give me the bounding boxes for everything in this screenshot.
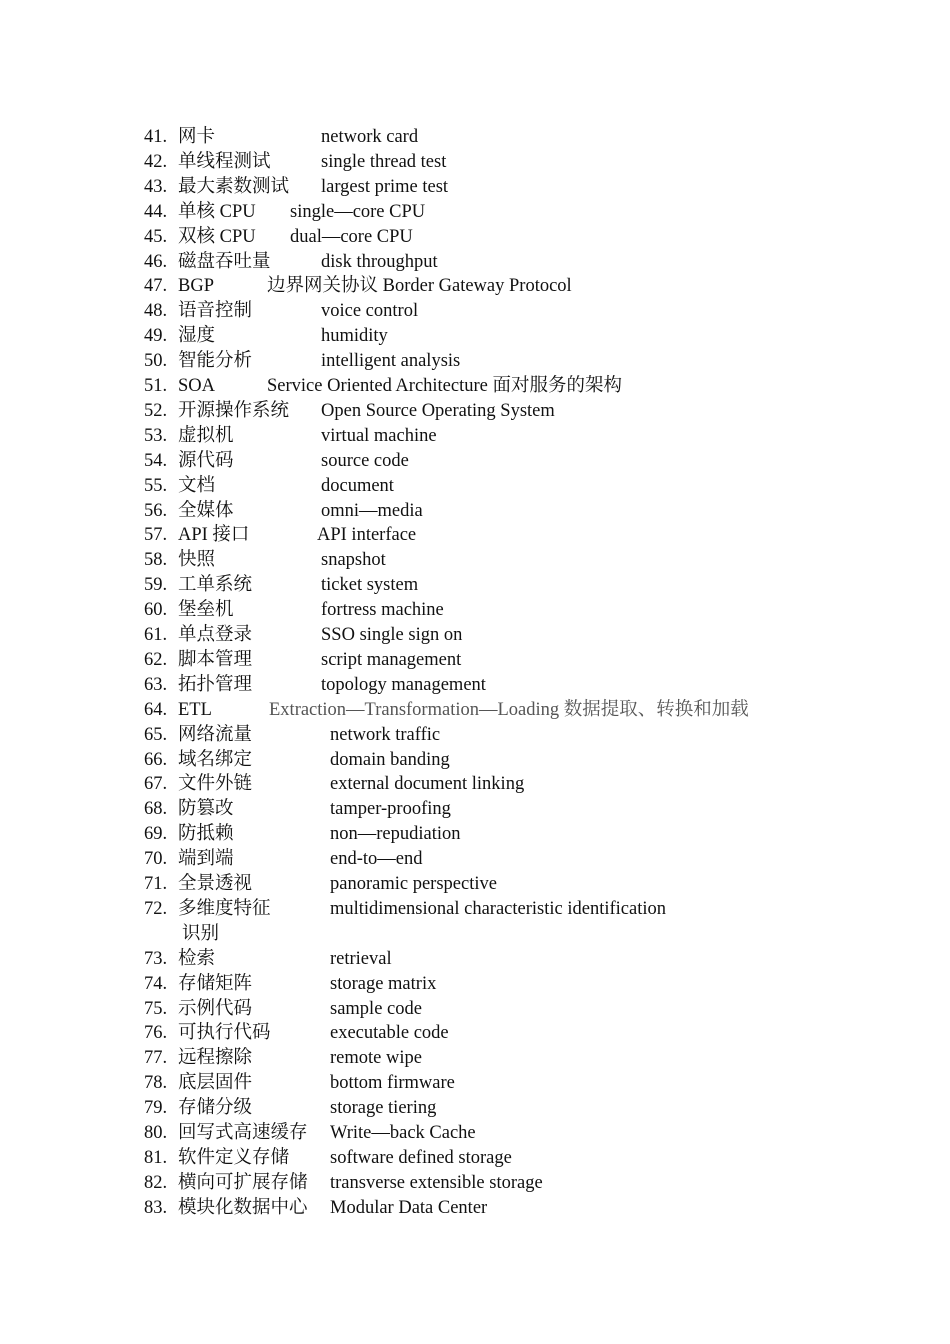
glossary-entry — [0, 424, 950, 448]
entry-number: 67. — [144, 774, 168, 795]
entry-term: 单线程测试 — [178, 151, 271, 172]
glossary-entry — [0, 1096, 950, 1120]
entry-number: 62. — [144, 649, 168, 670]
entry-definition: Open Source Operating System — [321, 400, 555, 421]
entry-definition: bottom firmware — [330, 1073, 455, 1094]
entry-number: 60. — [144, 600, 168, 621]
glossary-entry — [0, 797, 950, 821]
entry-number: 59. — [144, 575, 168, 596]
entry-number: 77. — [144, 1048, 168, 1069]
entry-definition: transverse extensible storage — [330, 1172, 543, 1193]
entry-term: 拓扑管理 — [178, 674, 253, 695]
glossary-entry — [0, 1071, 950, 1095]
entry-definition: tamper-proofing — [330, 799, 451, 820]
entry-number: 76. — [144, 1023, 168, 1044]
glossary-entry — [0, 997, 950, 1021]
entry-term: 智能分析 — [178, 351, 253, 372]
entry-term: 防篡改 — [178, 799, 234, 820]
entry-term: 源代码 — [178, 450, 234, 471]
entry-number: 56. — [144, 500, 168, 521]
entry-definition: multidimensional characteristic identification — [330, 898, 666, 919]
entry-definition: humidity — [321, 326, 388, 347]
entry-number: 57. — [144, 525, 168, 546]
entry-number: 72. — [144, 898, 168, 919]
entry-term: 远程擦除 — [178, 1048, 253, 1069]
glossary-entry — [0, 698, 950, 722]
entry-term: API 接口 — [178, 525, 250, 546]
glossary-entry — [0, 972, 950, 996]
entry-term: SOA — [178, 376, 216, 396]
glossary-entry — [0, 1171, 950, 1195]
entry-definition: domain banding — [330, 749, 450, 770]
entry-definition: topology management — [321, 674, 486, 695]
entry-definition: source code — [321, 450, 409, 471]
entry-term: 存储分级 — [178, 1098, 253, 1119]
entry-term: 单核 CPU — [178, 201, 256, 222]
entry-term: 湿度 — [178, 326, 216, 347]
glossary-entry — [0, 125, 950, 149]
entry-number: 41. — [144, 127, 168, 147]
entry-number: 42. — [144, 151, 168, 172]
entry-term: ETL — [178, 699, 212, 720]
entry-number: 74. — [144, 973, 168, 994]
entry-number: 49. — [144, 326, 168, 347]
entry-number: 66. — [144, 749, 168, 770]
entry-number: 79. — [144, 1098, 168, 1119]
entry-definition: dual—core CPU — [290, 226, 413, 247]
entry-number: 83. — [144, 1197, 168, 1218]
glossary-entry — [0, 449, 950, 473]
entry-number: 51. — [144, 376, 168, 396]
entry-term: 磁盘吞吐量 — [178, 251, 271, 272]
entry-number: 52. — [144, 400, 168, 421]
entry-term: 全景透视 — [178, 874, 253, 894]
entry-term: 防抵赖 — [178, 824, 234, 845]
glossary-entry — [0, 1046, 950, 1070]
entry-term: 双核 CPU — [178, 226, 256, 247]
entry-definition: storage matrix — [330, 973, 437, 994]
entry-term: 文件外链 — [178, 774, 253, 795]
entry-number: 73. — [144, 948, 168, 969]
glossary-entry — [0, 847, 950, 871]
entry-definition: snapshot — [321, 550, 386, 571]
glossary-entry — [0, 598, 950, 622]
entry-number: 58. — [144, 550, 168, 571]
entry-definition: storage tiering — [330, 1098, 437, 1119]
entry-number: 43. — [144, 176, 168, 197]
entry-definition: SSO single sign on — [321, 625, 463, 645]
glossary-entry — [0, 274, 950, 298]
entry-term: 可执行代码 — [178, 1023, 271, 1044]
entry-definition: Modular Data Center — [330, 1197, 488, 1218]
entry-definition: Write—back Cache — [330, 1123, 476, 1143]
entry-definition: end-to—end — [330, 849, 423, 870]
entry-number: 65. — [144, 724, 168, 745]
glossary-entry — [0, 648, 950, 672]
entry-definition: external document linking — [330, 774, 525, 795]
entry-term: 开源操作系统 — [178, 400, 290, 421]
entry-definition: network card — [321, 127, 419, 147]
entry-number: 50. — [144, 351, 168, 372]
entry-term: 模块化数据中心 — [178, 1197, 308, 1218]
entry-definition: remote wipe — [330, 1048, 422, 1069]
glossary-entry — [0, 548, 950, 572]
glossary-entry — [0, 399, 950, 423]
entry-term: 工单系统 — [178, 575, 253, 596]
glossary-entry — [0, 324, 950, 348]
glossary-entry — [0, 1021, 950, 1045]
entry-definition: document — [321, 475, 394, 496]
entry-term: 全媒体 — [178, 500, 234, 521]
entry-number: 44. — [144, 201, 168, 222]
glossary-entry — [0, 822, 950, 846]
glossary-entry — [0, 573, 950, 597]
entry-term: 网络流量 — [178, 724, 253, 745]
entry-term: BGP — [178, 276, 214, 297]
entry-definition: Service Oriented Architecture 面对服务的架构 — [267, 376, 622, 396]
entry-term: 最大素数测试 — [178, 176, 290, 197]
glossary-entry — [0, 897, 950, 921]
glossary-entry — [0, 175, 950, 199]
entry-definition: panoramic perspective — [330, 874, 497, 894]
glossary-entry — [0, 150, 950, 174]
entry-term: 网卡 — [178, 127, 216, 147]
glossary-entry — [0, 623, 950, 647]
entry-number: 78. — [144, 1073, 168, 1094]
entry-term: 存储矩阵 — [178, 973, 253, 994]
entry-term: 软件定义存储 — [178, 1147, 290, 1168]
entry-definition: sample code — [330, 998, 422, 1019]
glossary-entry — [0, 499, 950, 523]
entry-definition: disk throughput — [321, 251, 438, 272]
entry-term: 虚拟机 — [178, 425, 234, 446]
entry-number: 53. — [144, 425, 168, 446]
entry-term: 底层固件 — [178, 1073, 253, 1094]
entry-term: 语音控制 — [178, 301, 253, 322]
entry-term: 快照 — [178, 550, 216, 571]
entry-definition: script management — [321, 649, 462, 670]
entry-number: 48. — [144, 301, 168, 322]
glossary-entry-continuation — [0, 922, 950, 946]
glossary-entry — [0, 374, 950, 398]
entry-definition: virtual machine — [321, 425, 437, 446]
glossary-entry — [0, 349, 950, 373]
glossary-entry — [0, 1146, 950, 1170]
entry-number: 54. — [144, 450, 168, 471]
entry-term: 横向可扩展存储 — [178, 1172, 308, 1193]
entry-term: 单点登录 — [178, 625, 253, 645]
entry-term: 多维度特征 — [178, 898, 271, 919]
entry-number: 63. — [144, 674, 168, 695]
entry-number: 80. — [144, 1123, 168, 1143]
entry-definition: software defined storage — [330, 1147, 512, 1168]
glossary-entry — [0, 1121, 950, 1145]
glossary-entry — [0, 673, 950, 697]
entry-definition: ticket system — [321, 575, 419, 596]
entry-number: 81. — [144, 1147, 168, 1168]
entry-term-continued: 识别 — [182, 923, 220, 944]
entry-definition: single—core CPU — [290, 201, 426, 222]
entry-number: 70. — [144, 849, 168, 870]
glossary-entry — [0, 200, 950, 224]
glossary-entry — [0, 225, 950, 249]
entry-number: 45. — [144, 226, 168, 247]
glossary-entry — [0, 772, 950, 796]
entry-definition: network traffic — [330, 724, 441, 745]
entry-term: 示例代码 — [178, 998, 253, 1019]
entry-number: 55. — [144, 475, 168, 496]
entry-definition: omni—media — [321, 500, 423, 521]
entry-definition: voice control — [321, 301, 419, 322]
entry-term: 检索 — [178, 948, 216, 969]
entry-number: 61. — [144, 625, 168, 645]
entry-definition: API interface — [317, 525, 417, 546]
entry-definition: 边界网关协议 Border Gateway Protocol — [267, 276, 572, 297]
entry-definition: executable code — [330, 1023, 449, 1044]
entry-term: 文档 — [178, 475, 216, 496]
entry-number: 68. — [144, 799, 168, 820]
entry-definition: single thread test — [321, 151, 447, 172]
entry-definition: fortress machine — [321, 600, 444, 621]
entry-number: 47. — [144, 276, 168, 297]
entry-number: 69. — [144, 824, 168, 845]
entry-number: 82. — [144, 1172, 168, 1193]
entry-definition: non—repudiation — [330, 824, 461, 845]
glossary-entry — [0, 299, 950, 323]
entry-term: 回写式高速缓存 — [178, 1123, 308, 1143]
glossary-entry — [0, 250, 950, 274]
glossary-entry — [0, 947, 950, 971]
glossary-entry — [0, 523, 950, 547]
entry-number: 64. — [144, 699, 168, 720]
glossary-entry — [0, 872, 950, 896]
entry-number: 71. — [144, 874, 168, 894]
entry-number: 75. — [144, 998, 168, 1019]
entry-definition: retrieval — [330, 948, 392, 969]
entry-number: 46. — [144, 251, 168, 272]
glossary-entry — [0, 1196, 950, 1220]
entry-definition: Extraction—Transformation—Loading 数据提取、转换和加载 — [269, 699, 749, 720]
glossary-entry — [0, 723, 950, 747]
entry-definition: intelligent analysis — [321, 351, 461, 372]
glossary-entry — [0, 748, 950, 772]
entry-definition: largest prime test — [321, 176, 449, 197]
entry-term: 端到端 — [178, 849, 234, 870]
entry-term: 域名绑定 — [178, 749, 253, 770]
entry-term: 堡垒机 — [178, 600, 234, 621]
entry-term: 脚本管理 — [178, 649, 253, 670]
glossary-entry — [0, 474, 950, 498]
